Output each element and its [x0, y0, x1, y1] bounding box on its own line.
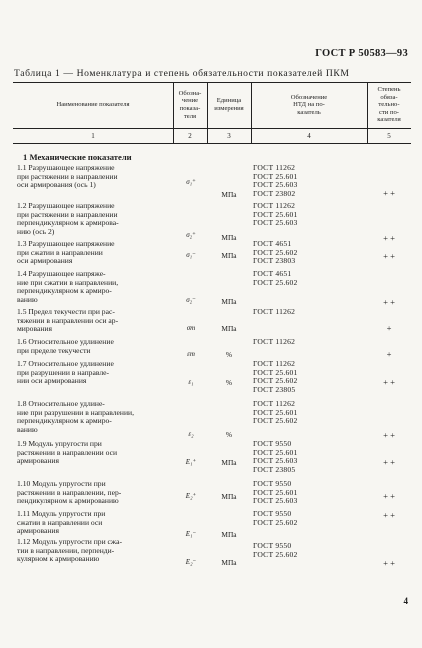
indicator-designation: ε₂: [188, 430, 194, 438]
indicator-name: 1.12 Модуль упругости при сжа- тии в направлении, перпенди- кулярном к армированию: [17, 537, 123, 564]
indicator-name: 1.5 Предел текучести при рас- тяжении в направлении оси ар- мирования: [17, 307, 119, 334]
indicator-degree: +: [386, 349, 392, 359]
indicator-standards: ГОСТ 4651 ГОСТ 25.602: [253, 269, 298, 287]
indicator-standards: ГОСТ 4651 ГОСТ 25.602 ГОСТ 23803: [253, 239, 298, 266]
indicator-unit: %: [225, 378, 233, 387]
indicator-degree: + +: [383, 558, 395, 568]
indicator-unit: %: [225, 350, 233, 359]
indicator-designation: σ₂⁻: [186, 296, 196, 304]
indicator-name: 1.2 Разрушающее напряжение при растяжении в направлении перпендикулярном к армирова- нию (ось 2): [17, 201, 119, 236]
indicator-name: 1.6 Относительное удлинение при пределе текучести: [17, 337, 114, 355]
indicator-standards: ГОСТ 11262 ГОСТ 25.601 ГОСТ 25.602 ГОСТ 23805: [253, 359, 298, 394]
header-degree: Степень обяза- тельно- сти по- казателя: [377, 86, 401, 124]
indicator-designation: σ₁⁻: [186, 251, 196, 259]
table-caption: Таблица 1 — Номенклатура и степень обязательности показателей ПКМ: [14, 68, 350, 79]
indicator-name: 1.3 Разрушающее напряжение при сжатии в направлении оси армирования: [17, 239, 115, 266]
indicator-standards: ГОСТ 11262 ГОСТ 25.601 ГОСТ 25.603: [253, 201, 298, 228]
indicator-standards: ГОСТ 9550 ГОСТ 25.601 ГОСТ 25.603: [253, 479, 298, 506]
indicator-designation: E₁⁺: [185, 458, 197, 466]
indicator-name: 1.10 Модуль упругости при растяжении в направлении, пер- пендикулярном к армированию: [17, 479, 122, 506]
indicator-degree: +: [386, 323, 392, 333]
indicator-unit: МПа: [221, 324, 237, 333]
indicator-degree: + +: [383, 233, 395, 243]
indicator-standards: ГОСТ 11262 ГОСТ 25.601 ГОСТ 25.602: [253, 399, 298, 426]
header-designation: Обозна- чение показа- теля: [178, 89, 202, 120]
indicator-name: 1.11 Модуль упругости при сжатии в направлении оси армирования: [17, 509, 106, 536]
indicator-designation: εт: [187, 350, 195, 358]
indicator-designation: E₁⁻: [185, 530, 197, 538]
indicator-designation: σ₁⁺: [186, 178, 196, 186]
indicator-unit: МПа: [221, 297, 237, 306]
indicator-standards: ГОСТ 11262: [253, 337, 296, 346]
header-standard: Обозначение НТД на по- казатель: [290, 93, 328, 116]
indicator-degree: + +: [383, 510, 395, 520]
indicator-designation: σ₂⁺: [186, 231, 196, 239]
indicator-degree: + +: [383, 188, 395, 198]
indicator-standards: ГОСТ 9550 ГОСТ 25.602: [253, 509, 298, 527]
indicator-unit: МПа: [221, 492, 237, 501]
indicator-name: 1.7 Относительное удлинение при разрушении в направле- нии оси армирования: [17, 359, 114, 386]
nomenclature-table: [13, 82, 411, 622]
column-number: 5: [387, 131, 391, 140]
column-number: 4: [307, 131, 311, 140]
indicator-designation: ε₁: [188, 378, 194, 386]
indicator-unit: МПа: [221, 251, 237, 260]
column-number: 1: [91, 131, 95, 140]
indicator-unit: МПа: [221, 190, 237, 199]
indicator-unit: %: [225, 430, 233, 439]
indicator-standards: ГОСТ 11262 ГОСТ 25.601 ГОСТ 25.603 ГОСТ 23802: [253, 163, 298, 198]
indicator-degree: + +: [383, 297, 395, 307]
indicator-name: 1.8 Относительное удлине- ние при разрушении в направлении, перпендикулярном к армиро- ванию: [17, 399, 134, 434]
section-title: 1 Механические показатели: [23, 152, 132, 162]
page-number: 4: [403, 596, 408, 606]
indicator-designation: σт: [186, 324, 196, 332]
indicator-standards: ГОСТ 9550 ГОСТ 25.602: [253, 541, 298, 559]
indicator-designation: E₂⁺: [185, 492, 197, 500]
indicator-degree: + +: [383, 457, 395, 467]
indicator-name: 1.4 Разрушающее напряже- ние при сжатии в направлении, перпендикулярном к армиро- ванию: [17, 269, 119, 304]
indicator-degree: + +: [383, 491, 395, 501]
indicator-name: 1.9 Модуль упругости при растяжении в направлении оси армирования: [17, 439, 118, 466]
indicator-unit: МПа: [221, 458, 237, 467]
numbering-rule: [13, 143, 411, 144]
indicator-degree: + +: [383, 251, 395, 261]
indicator-unit: МПа: [221, 530, 237, 539]
indicator-unit: МПа: [221, 233, 237, 242]
column-number: 2: [188, 131, 192, 140]
indicator-designation: E₂⁻: [185, 558, 197, 566]
indicator-degree: + +: [383, 377, 395, 387]
indicator-standards: ГОСТ 11262: [253, 307, 296, 316]
indicator-name: 1.1 Разрушающее напряжение при растяжении в направлении оси армирования (ось 1): [17, 163, 118, 190]
header-unit: Единица измерения: [214, 97, 244, 112]
indicator-unit: МПа: [221, 558, 237, 567]
document-code: ГОСТ Р 50583—93: [315, 48, 408, 59]
column-number: 3: [227, 131, 231, 140]
header-name: Наименование показателя: [56, 101, 130, 109]
indicator-standards: ГОСТ 9550 ГОСТ 25.601 ГОСТ 25.603 ГОСТ 23805: [253, 439, 298, 474]
indicator-degree: + +: [383, 430, 395, 440]
